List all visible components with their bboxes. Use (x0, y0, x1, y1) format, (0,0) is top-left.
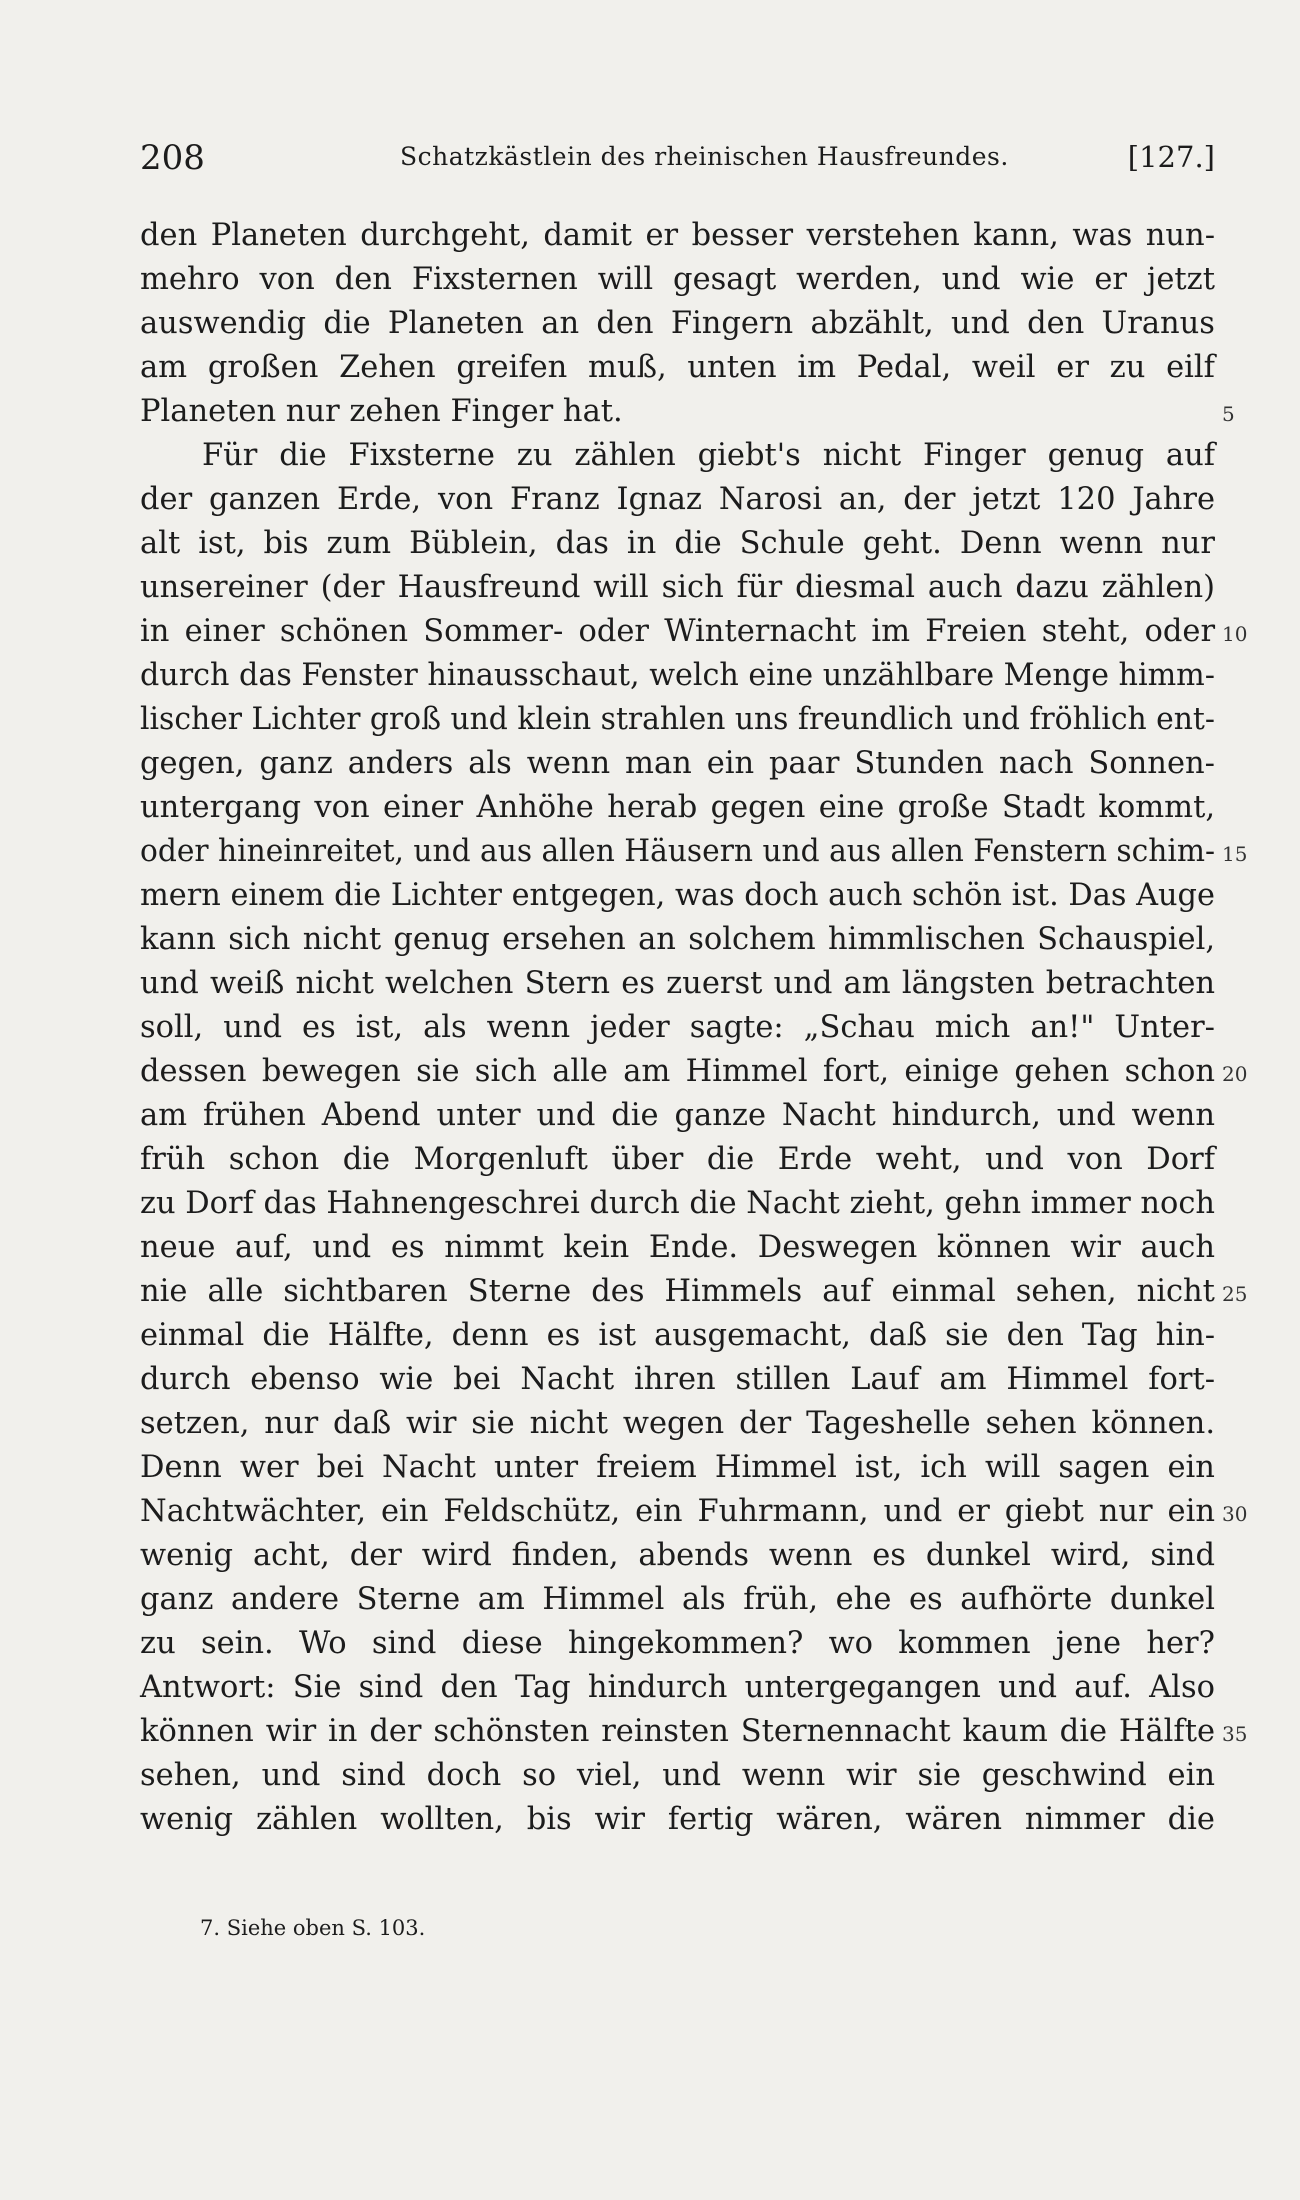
line-text: alt ist, bis zum Büblein, das in die Schule geht. Denn wenn nur (140, 526, 1215, 561)
line-text: Für die Fixsterne zu zählen giebt's nicht Finger genug auf (202, 438, 1216, 473)
line-number: 20 (1222, 1062, 1248, 1086)
text-line (140, 1050, 1248, 1094)
text-line (140, 1402, 1220, 1446)
text-line (140, 1182, 1220, 1226)
line-number: 5 (1222, 402, 1235, 426)
text-line (140, 1710, 1248, 1754)
line-text: nie alle sichtbaren Sterne des Himmels auf einmal sehen, nicht (140, 1274, 1215, 1309)
text-line (140, 786, 1220, 830)
page-header (140, 138, 1215, 178)
text-line (140, 918, 1220, 962)
line-number: 10 (1222, 622, 1248, 646)
line-text: gegen, ganz anders als wenn man ein paar Stunden nach Sonnen- (140, 746, 1215, 781)
line-text: wenig zählen wollten, bis wir fertig wären, wären nimmer die (140, 1802, 1215, 1837)
line-text: durch das Fenster hinausschaut, welch eine unzählbare Menge himm- (140, 658, 1215, 693)
text-line (140, 1358, 1220, 1402)
line-text: lischer Lichter groß und klein strahlen uns freundlich und fröhlich ent- (140, 702, 1215, 737)
text-line (140, 1446, 1220, 1490)
line-number: 35 (1222, 1722, 1248, 1746)
line-text: am frühen Abend unter und die ganze Nacht hindurch, und wenn (140, 1098, 1215, 1133)
line-text: zu Dorf das Hahnengeschrei durch die Nacht zieht, gehn immer noch (140, 1186, 1215, 1221)
text-line (140, 962, 1220, 1006)
text-line (140, 698, 1220, 742)
line-text: setzen, nur daß wir sie nicht wegen der Tageshelle sehen können. (140, 1406, 1216, 1441)
text-line (140, 478, 1220, 522)
line-number: 15 (1222, 842, 1248, 866)
text-line (140, 258, 1220, 302)
line-text: ganz andere Sterne am Himmel als früh, ehe es aufhörte dunkel (140, 1582, 1215, 1617)
line-text: durch ebenso wie bei Nacht ihren stillen Lauf am Himmel fort- (140, 1362, 1216, 1397)
line-text: Nachtwächter, ein Feldschütz, ein Fuhrmann, und er giebt nur ein (140, 1494, 1215, 1529)
text-line (140, 654, 1220, 698)
text-line (140, 742, 1220, 786)
text-line (140, 1622, 1220, 1666)
text-line (140, 1226, 1220, 1270)
line-text: unsereiner (der Hausfreund will sich für diesmal auch dazu zählen) (140, 570, 1215, 605)
body-text (140, 214, 1248, 1842)
text-line (140, 434, 1220, 478)
line-text: Antwort: Sie sind den Tag hindurch untergegangen und auf. Also (140, 1670, 1215, 1705)
text-line (140, 610, 1248, 654)
line-text: sehen, und sind doch so viel, und wenn wir sie geschwind ein (140, 1758, 1215, 1793)
footnote: 7. Siehe oben S. 103. (200, 1916, 426, 1940)
line-text: wenig acht, der wird finden, abends wenn es dunkel wird, sind (140, 1538, 1215, 1573)
line-text: am großen Zehen greifen muß, unten im Pedal, weil er zu eilf (140, 350, 1215, 385)
text-line (140, 302, 1220, 346)
line-text: früh schon die Morgenluft über die Erde weht, und von Dorf (140, 1142, 1215, 1177)
page-number: 208 (140, 138, 205, 178)
line-text: neue auf, und es nimmt kein Ende. Deswegen können wir auch (140, 1230, 1216, 1265)
text-line (140, 1754, 1220, 1798)
line-text: können wir in der schönsten reinsten Sternennacht kaum die Hälfte (140, 1714, 1216, 1749)
line-text: mehro von den Fixsternen will gesagt werden, und wie er jetzt (140, 262, 1216, 297)
text-line (140, 522, 1220, 566)
line-text: in einer schönen Sommer- oder Winternacht im Freien steht, oder (140, 614, 1216, 649)
text-line (140, 214, 1220, 258)
text-line (140, 1578, 1220, 1622)
text-line (140, 874, 1220, 918)
line-text: Planeten nur zehen Finger hat. (140, 394, 623, 429)
text-line (140, 1666, 1220, 1710)
text-line (140, 346, 1220, 390)
line-text: oder hineinreitet, und aus allen Häusern und aus allen Fenstern schim- (140, 834, 1215, 869)
line-number: 30 (1222, 1502, 1248, 1526)
section-number: [127.] (1127, 140, 1215, 174)
line-text: untergang von einer Anhöhe herab gegen eine große Stadt kommt, (140, 790, 1216, 825)
line-text: dessen bewegen sie sich alle am Himmel fort, einige gehen schon (140, 1054, 1215, 1089)
line-text: der ganzen Erde, von Franz Ignaz Narosi an, der jetzt 120 Jahre (140, 482, 1216, 517)
running-title: Schatzkästlein des rheinischen Hausfreundes. (400, 142, 1009, 171)
line-text: auswendig die Planeten an den Fingern abzählt, und den Uranus (140, 306, 1215, 341)
text-line (140, 390, 1235, 434)
text-line (140, 1490, 1248, 1534)
line-text: soll, und es ist, als wenn jeder sagte: „Schau mich an!" Unter- (140, 1010, 1215, 1045)
line-text: zu sein. Wo sind diese hingekommen? wo kommen jene her? (140, 1626, 1215, 1661)
text-line (140, 1314, 1220, 1358)
text-line (140, 1534, 1220, 1578)
line-text: den Planeten durchgeht, damit er besser verstehen kann, was nun- (140, 218, 1215, 253)
line-text: einmal die Hälfte, denn es ist ausgemacht, daß sie den Tag hin- (140, 1318, 1216, 1353)
line-number: 25 (1222, 1282, 1248, 1306)
text-line (140, 1138, 1220, 1182)
text-line (140, 1006, 1220, 1050)
text-line (140, 1270, 1248, 1314)
text-line (140, 1798, 1220, 1842)
line-text: und weiß nicht welchen Stern es zuerst und am längsten betrachten (140, 966, 1216, 1001)
line-text: mern einem die Lichter entgegen, was doch auch schön ist. Das Auge (140, 878, 1215, 913)
text-line (140, 566, 1220, 610)
text-line (140, 830, 1248, 874)
line-text: Denn wer bei Nacht unter freiem Himmel ist, ich will sagen ein (140, 1450, 1215, 1485)
line-text: kann sich nicht genug ersehen an solchem himmlischen Schauspiel, (140, 922, 1216, 957)
text-line (140, 1094, 1220, 1138)
